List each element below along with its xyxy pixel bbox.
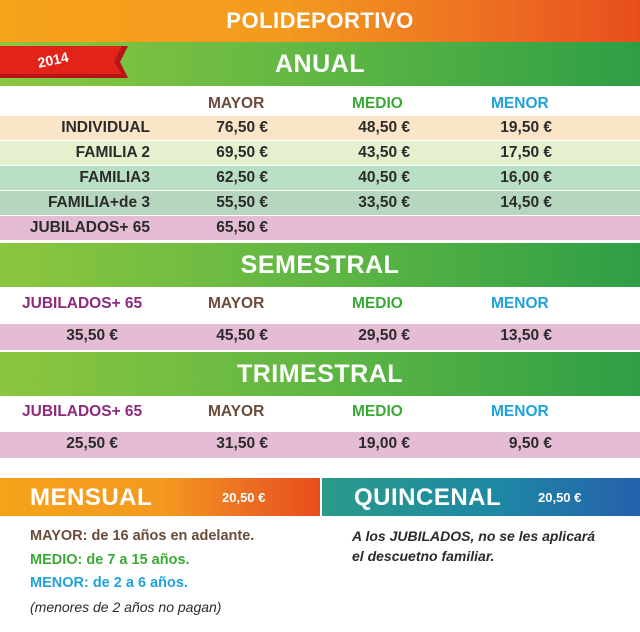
row-label: INDIVIDUAL: [61, 119, 150, 136]
price-medio: 19,00 €: [358, 435, 410, 452]
title-bar: [0, 0, 640, 42]
price-mayor: 45,50 €: [216, 327, 268, 344]
note-menores: (menores de 2 años no pagan): [30, 599, 222, 615]
note-menor: MENOR: de 2 a 6 años.: [30, 575, 188, 591]
price-jubilados: 35,50 €: [66, 327, 118, 344]
trimestral-title: TRIMESTRAL: [236, 360, 404, 388]
price-mayor: 69,50 €: [216, 144, 268, 161]
mensual-label: MENSUAL: [30, 484, 153, 511]
semestral-title: SEMESTRAL: [240, 251, 400, 279]
row-label: FAMILIA3: [79, 169, 150, 186]
anual-row-familia-mas-3: [0, 191, 640, 215]
row-label: FAMILIA 2: [75, 144, 150, 161]
price-mayor: 62,50 €: [216, 169, 268, 186]
semestral-header-bar: [0, 243, 640, 287]
trimestral-values-row: [0, 432, 640, 458]
price-medio: 48,50 €: [358, 119, 410, 136]
price-jubilados: 25,50 €: [66, 435, 118, 452]
price-medio: 29,50 €: [358, 327, 410, 344]
price-mayor: 76,50 €: [216, 119, 268, 136]
quincenal-label: QUINCENAL: [354, 484, 502, 511]
price-mayor: 65,50 €: [216, 219, 268, 236]
semestral-col-mayor: MAYOR: [208, 295, 265, 312]
trimestral-col-medio: MEDIO: [352, 403, 403, 420]
anual-row-familia-2: [0, 141, 640, 165]
mensual-price: 20,50 €: [222, 490, 266, 505]
semestral-col-jubilados: JUBILADOS+ 65: [22, 295, 143, 312]
trimestral-col-mayor: MAYOR: [208, 403, 265, 420]
trimestral-col-menor: MENOR: [491, 403, 549, 420]
price-mayor: 31,50 €: [216, 435, 268, 452]
semestral-values-row: [0, 324, 640, 350]
note-mayor: MAYOR: de 16 años en adelante.: [30, 528, 255, 544]
anual-col-mayor: MAYOR: [208, 95, 265, 112]
quincenal-bar: [322, 478, 640, 516]
price-medio: 33,50 €: [358, 194, 410, 211]
note-jubilados-line1: A los JUBILADOS, no se les aplicará: [352, 528, 596, 544]
anual-row-jubilados: [0, 216, 640, 240]
anual-title: ANUAL: [275, 50, 365, 78]
semestral-col-medio: MEDIO: [352, 295, 403, 312]
anual-col-menor: MENOR: [491, 95, 549, 112]
row-label: FAMILIA+de 3: [47, 194, 150, 211]
anual-row-familia-3: [0, 166, 640, 190]
semestral-col-headers: [0, 292, 640, 316]
price-menor: 13,50 €: [500, 327, 552, 344]
year-label: 2014: [36, 48, 70, 71]
note-jubilados-line2: el descuetno familiar.: [352, 548, 495, 564]
quincenal-price: 20,50 €: [538, 490, 582, 505]
trimestral-header-bar: [0, 352, 640, 396]
semestral-col-menor: MENOR: [491, 295, 549, 312]
note-medio: MEDIO: de 7 a 15 años.: [30, 552, 190, 568]
mensual-bar: [0, 478, 320, 516]
trimestral-col-headers: [0, 400, 640, 424]
anual-col-medio: MEDIO: [352, 95, 403, 112]
price-menor: 14,50 €: [500, 194, 552, 211]
price-menor: 19,50 €: [500, 119, 552, 136]
price-menor: 9,50 €: [508, 435, 552, 452]
year-ribbon: [0, 42, 130, 92]
price-menor: 16,00 €: [500, 169, 552, 186]
price-medio: 43,50 €: [358, 144, 410, 161]
price-medio: 40,50 €: [358, 169, 410, 186]
price-menor: 17,50 €: [500, 144, 552, 161]
anual-row-individual: [0, 116, 640, 140]
page-title: POLIDEPORTIVO: [226, 8, 414, 33]
trimestral-col-jubilados: JUBILADOS+ 65: [22, 403, 143, 420]
price-mayor: 55,50 €: [216, 194, 268, 211]
anual-col-headers: [0, 92, 640, 116]
row-label: JUBILADOS+ 65: [29, 219, 150, 236]
